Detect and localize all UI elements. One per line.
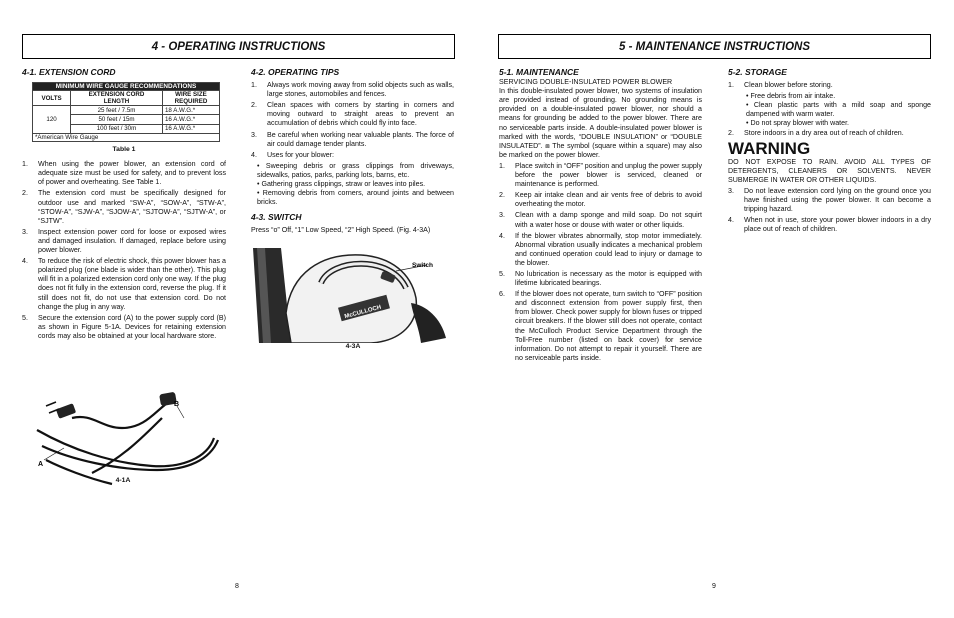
- table-cell: 100 feet / 30m: [71, 124, 163, 133]
- wire-gauge-table: [32, 82, 220, 142]
- maintenance-heading: 5-1. MAINTENANCE: [499, 67, 579, 77]
- table-cell: 16 A.W.G.*: [162, 115, 219, 124]
- storage-section: [728, 68, 931, 236]
- page-number-right: 9: [712, 583, 716, 590]
- switch-label: Switch: [412, 262, 433, 269]
- list-item: 1. Always work moving away from solid objects such as walls, large stones, automobiles and fences.: [251, 81, 454, 99]
- list-item: 2. Keep air intake clean and air vents free of debris to avoid overheating the motor.: [499, 191, 702, 209]
- bullet-item: • Gathering grass clippings, straw or leaves into piles.: [257, 180, 426, 189]
- figure-4-1a-caption: 4-1A: [115, 477, 131, 484]
- table-cell: 25 feet / 7.5m: [71, 106, 163, 115]
- storage-list-continued: [728, 129, 931, 138]
- volts-cell: 120: [33, 106, 71, 134]
- switch-heading: 4-3. SWITCH: [251, 212, 302, 223]
- cord-figure: [32, 388, 232, 488]
- table-caption: Table 1: [112, 146, 136, 154]
- list-item: 4. Uses for your blower:: [251, 150, 335, 159]
- operating-tips-list: [251, 81, 454, 160]
- extension-cord-section: [22, 68, 226, 343]
- storage-list: [728, 81, 931, 90]
- maintenance-instructions-header: 5 - MAINTENANCE INSTRUCTIONS: [498, 34, 931, 59]
- bullet-item: • Clean plastic parts with a mild soap and sponge dampened with warm water.: [746, 101, 931, 119]
- list-item: 4. When not in use, store your power blower indoors in a dry place out of reach of children.: [728, 216, 931, 234]
- operating-tips-heading: 4-2. OPERATING TIPS: [251, 67, 340, 77]
- extension-cord-heading: 4-1. EXTENSION CORD: [22, 67, 116, 77]
- bullet-item: • Removing debris from corners, around joints and between bricks.: [257, 189, 454, 207]
- storage-heading: 5-2. STORAGE: [728, 67, 787, 77]
- blower-brand-logo: McCULLOCH: [343, 304, 382, 321]
- bullet-item: • Free debris from air intake.: [746, 92, 836, 101]
- table-note: *American Wire Gauge: [33, 134, 220, 142]
- list-item: 3. Inspect extension power cord for loose or exposed wires and damaged insulation. If damaged, replace before using power blower.: [22, 227, 226, 255]
- list-item: 2. The extension cord must be specifically designed for outdoor use and marked “SW-A”, “SOW-A”, “STW-A”, “STOW-A”, “SJW-A”, “SJOW-A”, “SJTOW-A”, “SJTW-A”, or “SJTW”.: [22, 189, 226, 225]
- list-item: 1. When using the power blower, an extension cord of adequate size must be used for safety, and to prevent loss of power and overheating. See Table 1.: [22, 160, 226, 187]
- list-item: 5. Secure the extension cord (A) to the power supply cord (B) as shown in Figure 5-1A. Devices for retaining extension cords may also be obtained at your local hardware store.: [22, 313, 226, 340]
- bullet-item: • Sweeping debris or grass clippings from driveways, sidewalks, patios, parks, parking lots, barns, etc.: [257, 161, 454, 179]
- maintenance-intro: In this double-insulated power blower, two systems of insulation are provided instead of grounding. No grounding means is provided on a double-insulated power blower, nor should a means for grounding be added to the power blower. There are no serviceable parts inside. A double-insulated power blower is marked with the words, “DOUBLE INSULATION” or “DOUBLE INSULATED”. ⧈ The symbol (square within a square) may also be marked on the power blower.: [499, 87, 702, 159]
- switch-text: Press “o” Off, “1” Low Speed, “2” High Speed. (Fig. 4-3A): [251, 226, 431, 235]
- list-item: 1. Place switch in “OFF” position and unplug the power supply before the power blower is serviced, cleaned or maintenance is performed.: [499, 161, 702, 189]
- cord-label-b: B: [174, 401, 180, 408]
- list-item: 2. Clean spaces with corners by starting in corners and moving outward to straight areas to prevent an accumulation of debris which could fly into face.: [251, 101, 454, 128]
- warning-heading: WARNING: [728, 138, 811, 158]
- storage-list-final: [728, 187, 931, 234]
- col-length: EXTENSION CORD LENGTH: [71, 91, 163, 106]
- extension-cord-list: [22, 160, 226, 341]
- maintenance-subtitle: SERVICING DOUBLE-INSULATED POWER BLOWER: [499, 78, 673, 87]
- page-number-left: 8: [235, 583, 239, 590]
- operating-instructions-header: 4 - OPERATING INSTRUCTIONS: [22, 34, 455, 59]
- list-item: 3. Be careful when working near valuable plants. The force of air could damage tender plants.: [251, 130, 454, 148]
- col-wire: WIRE SIZE REQUIRED: [162, 91, 219, 106]
- list-item: 6. If the blower does not operate, turn switch to “OFF” position and disconnect extension from power supply first, then from blower. Check power supply for blown fuses or tripped circuit breakers. If the blower still does not operate, contact the McCulloch Product Service Department through the Toll-Free number (listed on back cover) for service information. Do not attempt to repair it yourself. There are no serviceable parts inside.: [499, 290, 702, 362]
- maintenance-section: [499, 68, 702, 365]
- warning-text: DO NOT EXPOSE TO RAIN. AVOID ALL TYPES OF DETERGENTS, CLEANERS OR SOLVENTS. NEVER SUBMERGE IN WATER OR OTHER LIQUIDS.: [728, 157, 931, 184]
- maintenance-list: [499, 162, 702, 363]
- table-cell: 16 A.W.G.*: [162, 124, 219, 133]
- list-item: 3. Clean with a damp sponge and mild soap. Do not squirt with a water hose or douse with water or other liquids.: [499, 211, 702, 229]
- list-item: 3. Do not leave extension cord lying on the ground once you have finished using the power blower. It can become a tripping hazard.: [728, 186, 931, 214]
- blower-figure: [251, 243, 451, 343]
- operating-tips-section: [251, 68, 454, 236]
- table-cell: 50 feet / 15m: [71, 115, 163, 124]
- list-item: 1. Clean blower before storing.: [728, 81, 833, 90]
- list-item: 2. Store indoors in a dry area out of reach of children.: [728, 128, 904, 137]
- list-item: 5. No lubrication is necessary as the motor is equipped with lifetime lubricated bearings.: [499, 269, 702, 288]
- list-item: 4. If the blower vibrates abnormally, stop motor immediately. Abnormal vibration usually indicates a mechanical problem and continued operation could lead to injury or damage to the blower.: [499, 231, 702, 267]
- col-volts: VOLTS: [33, 91, 71, 106]
- table-title: MINIMUM WIRE GAUGE RECOMMENDATIONS: [33, 83, 220, 91]
- bullet-item: • Do not spray blower with water.: [746, 119, 850, 128]
- list-item: 4. To reduce the risk of electric shock, this power blower has a polarized plug (one blade is wider than the other). This plug will fit in a polarized extension cord only one way. If the plug does not fit fully in the extension cord, reverse the plug. If it still does not fit, do not use that extension cord. Do not change the plug in any way.: [22, 257, 226, 311]
- cord-label-a: A: [38, 461, 44, 468]
- table-cell: 18 A.W.G.*: [162, 106, 219, 115]
- figure-4-3a-caption: 4-3A: [345, 343, 361, 350]
